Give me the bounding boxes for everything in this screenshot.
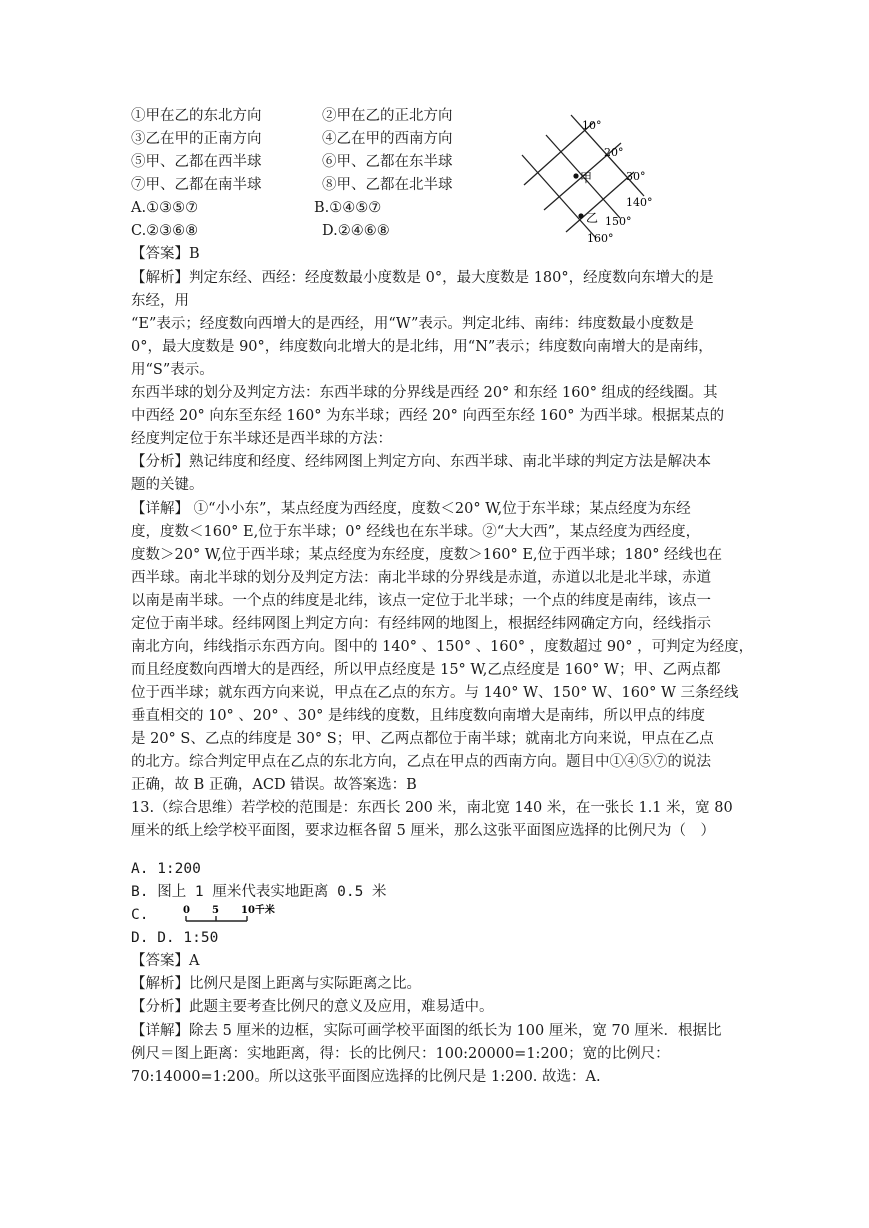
scale-label-5: 5 [212, 905, 219, 916]
option-2: ②甲在乙的正北方向 [322, 108, 453, 124]
choice-c: C.②③⑥⑧ [131, 223, 199, 239]
q13-answer: 【答案】A [131, 953, 200, 969]
q13-choice-d: D. D. 1:50 [131, 930, 219, 946]
q13-stem-line: 13.（综合思维）若学校的范围是：东西长 200 米，南北宽 140 米，在一张长 1.1 米，宽 80 [131, 800, 733, 816]
graticule-diagram [516, 110, 666, 250]
option-6: ⑥甲、乙都在东半球 [322, 154, 453, 170]
detail-line: 而且经度数向西增大的是西经，所以甲点经度是 15° W,乙点经度是 160° W；甲、乙两点都 [131, 662, 721, 678]
lon-label-160: 160° [587, 232, 614, 245]
q13-stem-line: 厘米的纸上绘学校平面图，要求边框各留 5 厘米，那么这张平面图应选择的比例尺为（ ） [131, 823, 715, 839]
option-4: ④乙在甲的西南方向 [322, 131, 453, 147]
option-7: ⑦甲、乙都在南半球 [131, 177, 262, 193]
scale-label-10: 10千米 [241, 905, 275, 916]
analysis-line: 用“S”表示。 [131, 362, 214, 378]
point-jia [573, 173, 578, 178]
analysis-line: 东西半球的划分及判定方法：东西半球的分界线是西经 20° 和东经 160° 组成的经线圈。其 [131, 385, 718, 401]
point-yi [578, 213, 583, 218]
analysis-line: 中西经 20° 向东至东经 160° 为东半球；西经 20° 向西至东经 160° 为西半球。根据某点的 [131, 408, 725, 424]
detail-line: 度，度数＜160° E,位于东半球；0° 经线也在东半球。②“大大西”，某点经度为西经度， [131, 524, 701, 540]
q13-detail-line: 70:14000=1:200。所以这张平面图应选择的比例尺是 1:200. 故选：A. [131, 1069, 601, 1085]
detail-line: 垂直相交的 10° 、20° 、30° 是纬线的度数，且纬度数向南增大是南纬，所以甲点的纬度 [131, 708, 706, 724]
detail-line: 西半球。南北半球的划分及判定方法：南北半球的分界线是赤道，赤道以北是北半球，赤道 [131, 570, 711, 586]
detail-line: 正确，故 B 正确，ACD 错误。故答案选：B [131, 777, 417, 793]
q13-choice-b: B. 图上 1 厘米代表实地距离 0.5 米 [131, 884, 387, 900]
lat-label-30: 30° [626, 170, 646, 183]
q13-fenxi: 【分析】此题主要考查比例尺的意义及应用，难易适中。 [131, 999, 494, 1015]
detail-line: 度数＞20° W,位于西半球；某点经度为东经度，度数＞160° E,位于西半球；180° 经线也在 [131, 547, 723, 563]
option-1: ①甲在乙的东北方向 [131, 108, 262, 124]
fenxi-line: 【分析】熟记纬度和经度、经纬网图上判定方向、东西半球、南北半球的判定方法是解决本 [131, 454, 711, 470]
detail-line: 是 20° S、乙点的纬度是 30° S；甲、乙两点都位于南半球；就南北方向来说，甲点在乙点 [131, 731, 714, 747]
detail-line: 的北方。综合判定甲点在乙点的东北方向，乙点在甲点的西南方向。题目中①④⑤⑦的说法 [131, 754, 711, 770]
analysis-line: 【解析】判定东经、西经：经度数最小度数是 0°，最大度数是 180°，经度数向东增大的是 [131, 270, 714, 286]
option-3: ③乙在甲的正南方向 [131, 131, 262, 147]
scale-label-0: 0 [183, 905, 190, 916]
detail-line: 【详解】 ①“小小东”，某点经度为西经度，度数＜20° W,位于东半球；某点经度为东经 [131, 501, 691, 517]
q13-choice-c: C. [131, 907, 149, 923]
fenxi-line: 题的关键。 [131, 477, 204, 493]
lon-label-140: 140° [626, 196, 653, 209]
analysis-line: “E”表示；经度数向西增大的是西经，用“W”表示。判定北纬、南纬：纬度数最小度数是 [131, 316, 694, 332]
analysis-line: 东经，用 [131, 293, 189, 309]
analysis-line: 0°，最大度数是 90°，纬度数向北增大的是北纬，用“N”表示；纬度数向南增大的是南纬， [131, 339, 713, 355]
label-jia: 甲 [580, 171, 593, 185]
q13-analysis: 【解析】比例尺是图上距离与实际距离之比。 [131, 976, 421, 992]
option-8: ⑧甲、乙都在北半球 [322, 177, 453, 193]
q12-answer: 【答案】B [131, 246, 200, 262]
detail-line: 位于西半球；就东西方向来说，甲点在乙点的东方。与 140° W、150° W、160° W 三条经线 [131, 685, 739, 701]
detail-line: 南北方向，纬线指示东西方向。图中的 140° 、150° 、160° ，度数超过 90° ，可判定为经度， [131, 639, 754, 655]
choice-b: B.①④⑤⑦ [314, 200, 382, 216]
lat-label-10: 10° [582, 119, 602, 132]
choice-a: A.①③⑤⑦ [131, 200, 199, 216]
option-5: ⑤甲、乙都在西半球 [131, 154, 262, 170]
analysis-line: 经度判定位于东半球还是西半球的方法： [131, 431, 392, 447]
scale-bar [180, 901, 290, 927]
q13-detail-line: 【详解】除去 5 厘米的边框，实际可画学校平面图的纸长为 100 厘米，宽 70 厘米．根据比 [131, 1023, 722, 1039]
detail-line: 以南是南半球。一个点的纬度是北纬，该点一定位于北半球；一个点的纬度是南纬，该点一 [131, 593, 711, 609]
detail-line: 定位于南半球。经纬网图上判定方向：有经纬网的地图上，根据经纬网确定方向，经线指示 [131, 616, 711, 632]
label-yi: 乙 [586, 211, 599, 225]
lon-label-150: 150° [605, 215, 632, 228]
q13-choice-a: A. 1:200 [131, 861, 201, 877]
lat-label-20: 20° [604, 146, 624, 159]
q13-detail-line: 例尺＝图上距离：实地距离，得：长的比例尺：100:20000=1:200；宽的比例尺： [131, 1046, 670, 1062]
choice-d: D.②④⑥⑧ [322, 223, 390, 239]
